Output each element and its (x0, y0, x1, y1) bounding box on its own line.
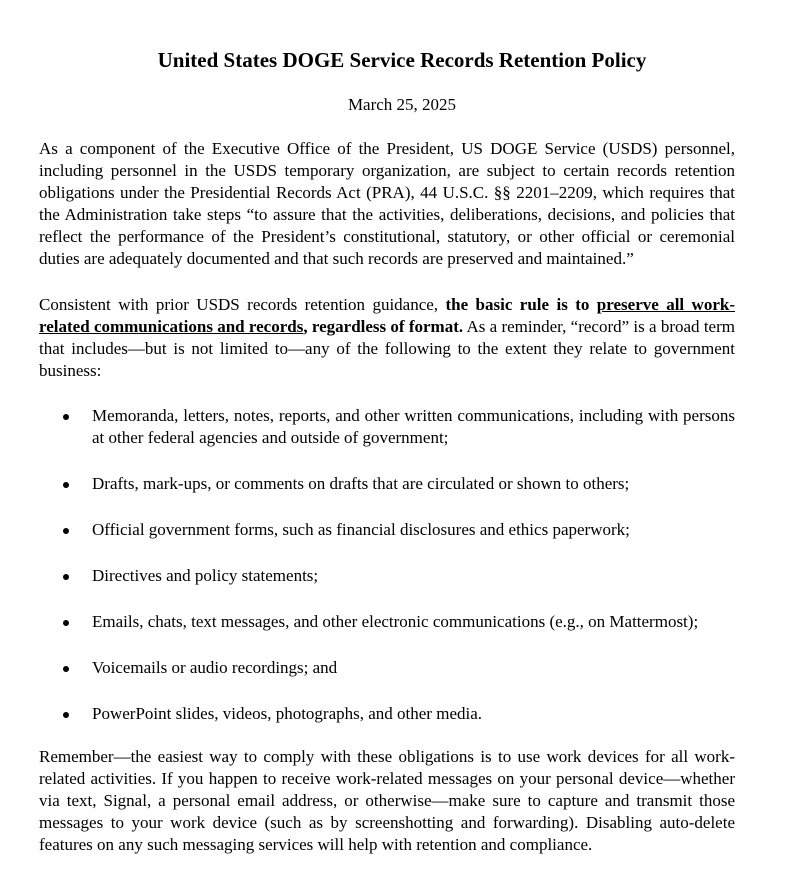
list-item-text: PowerPoint slides, videos, photographs, and other media. (92, 704, 483, 723)
list-item-text: Memoranda, letters, notes, reports, and other written communications, including with persons at other federal agencies and outside of government; (92, 406, 735, 447)
list-item (39, 657, 735, 679)
document-title: United States DOGE Service Records Retention Policy (157, 48, 647, 72)
bullet-icon (63, 712, 69, 718)
list-item-text: Drafts, mark-ups, or comments on drafts that are circulated or shown to others; (92, 474, 630, 493)
document-date: March 25, 2025 (347, 95, 457, 114)
paragraph-intro: As a component of the Executive Office of the President, US DOGE Service (USDS) personnel, including personnel in the USDS temporary organization, are subject to certain records retention obligations under the Presidential Records Act (PRA), 44 U.S.C. §§ 2201–2209, which requires that the Administration take steps “to assure that the activities, deliberations, decisions, and policies that reflect the performance of the President’s constitutional, statutory, or other official or ceremonial duties are adequately documented and that such records are preserved and maintained.” (39, 139, 735, 268)
record-types-list (39, 405, 735, 749)
list-item-text: Voicemails or audio recordings; and (92, 658, 338, 677)
bullet-icon (63, 620, 69, 626)
list-item (39, 611, 735, 633)
list-item-text: Emails, chats, text messages, and other electronic communications (e.g., on Mattermost); (92, 612, 699, 631)
list-item (39, 565, 735, 587)
bullet-icon (63, 482, 69, 488)
paragraph-reminder: Remember—the easiest way to comply with these obligations is to use work devices for all work-related activities. If you happen to receive work-related messages on your personal device—whether via text, Signal, a personal email address, or otherwise—make sure to capture and transmit those messages to your work device (such as by screenshotting and forwarding). Disabling auto-delete features on any such messaging services will help with retention and compliance. (39, 747, 735, 854)
list-item-text: Official government forms, such as financial disclosures and ethics paperwork; (92, 520, 630, 539)
basic-rule-emphasis: preserve all work-related communications and records (39, 295, 735, 336)
paragraph-basic-rule-rest: As a reminder, “record” is a broad term that includes—but is not limited to—any of the following to the extent they relate to government business: (39, 317, 735, 380)
list-item-text: Directives and policy statements; (92, 566, 319, 585)
bullet-icon (63, 574, 69, 580)
list-item (39, 703, 735, 725)
list-item (39, 405, 735, 449)
paragraph-basic-rule (39, 294, 735, 382)
basic-rule-bold-start: the basic rule is to (445, 295, 597, 314)
basic-rule-bold-end: , regardless of format. (303, 317, 464, 336)
bullet-icon (63, 666, 69, 672)
list-item (39, 519, 735, 541)
bullet-icon (63, 414, 69, 420)
paragraph-basic-rule-intro: Consistent with prior USDS records retention guidance, (39, 295, 446, 314)
list-item (39, 473, 735, 495)
bullet-icon (63, 528, 69, 534)
